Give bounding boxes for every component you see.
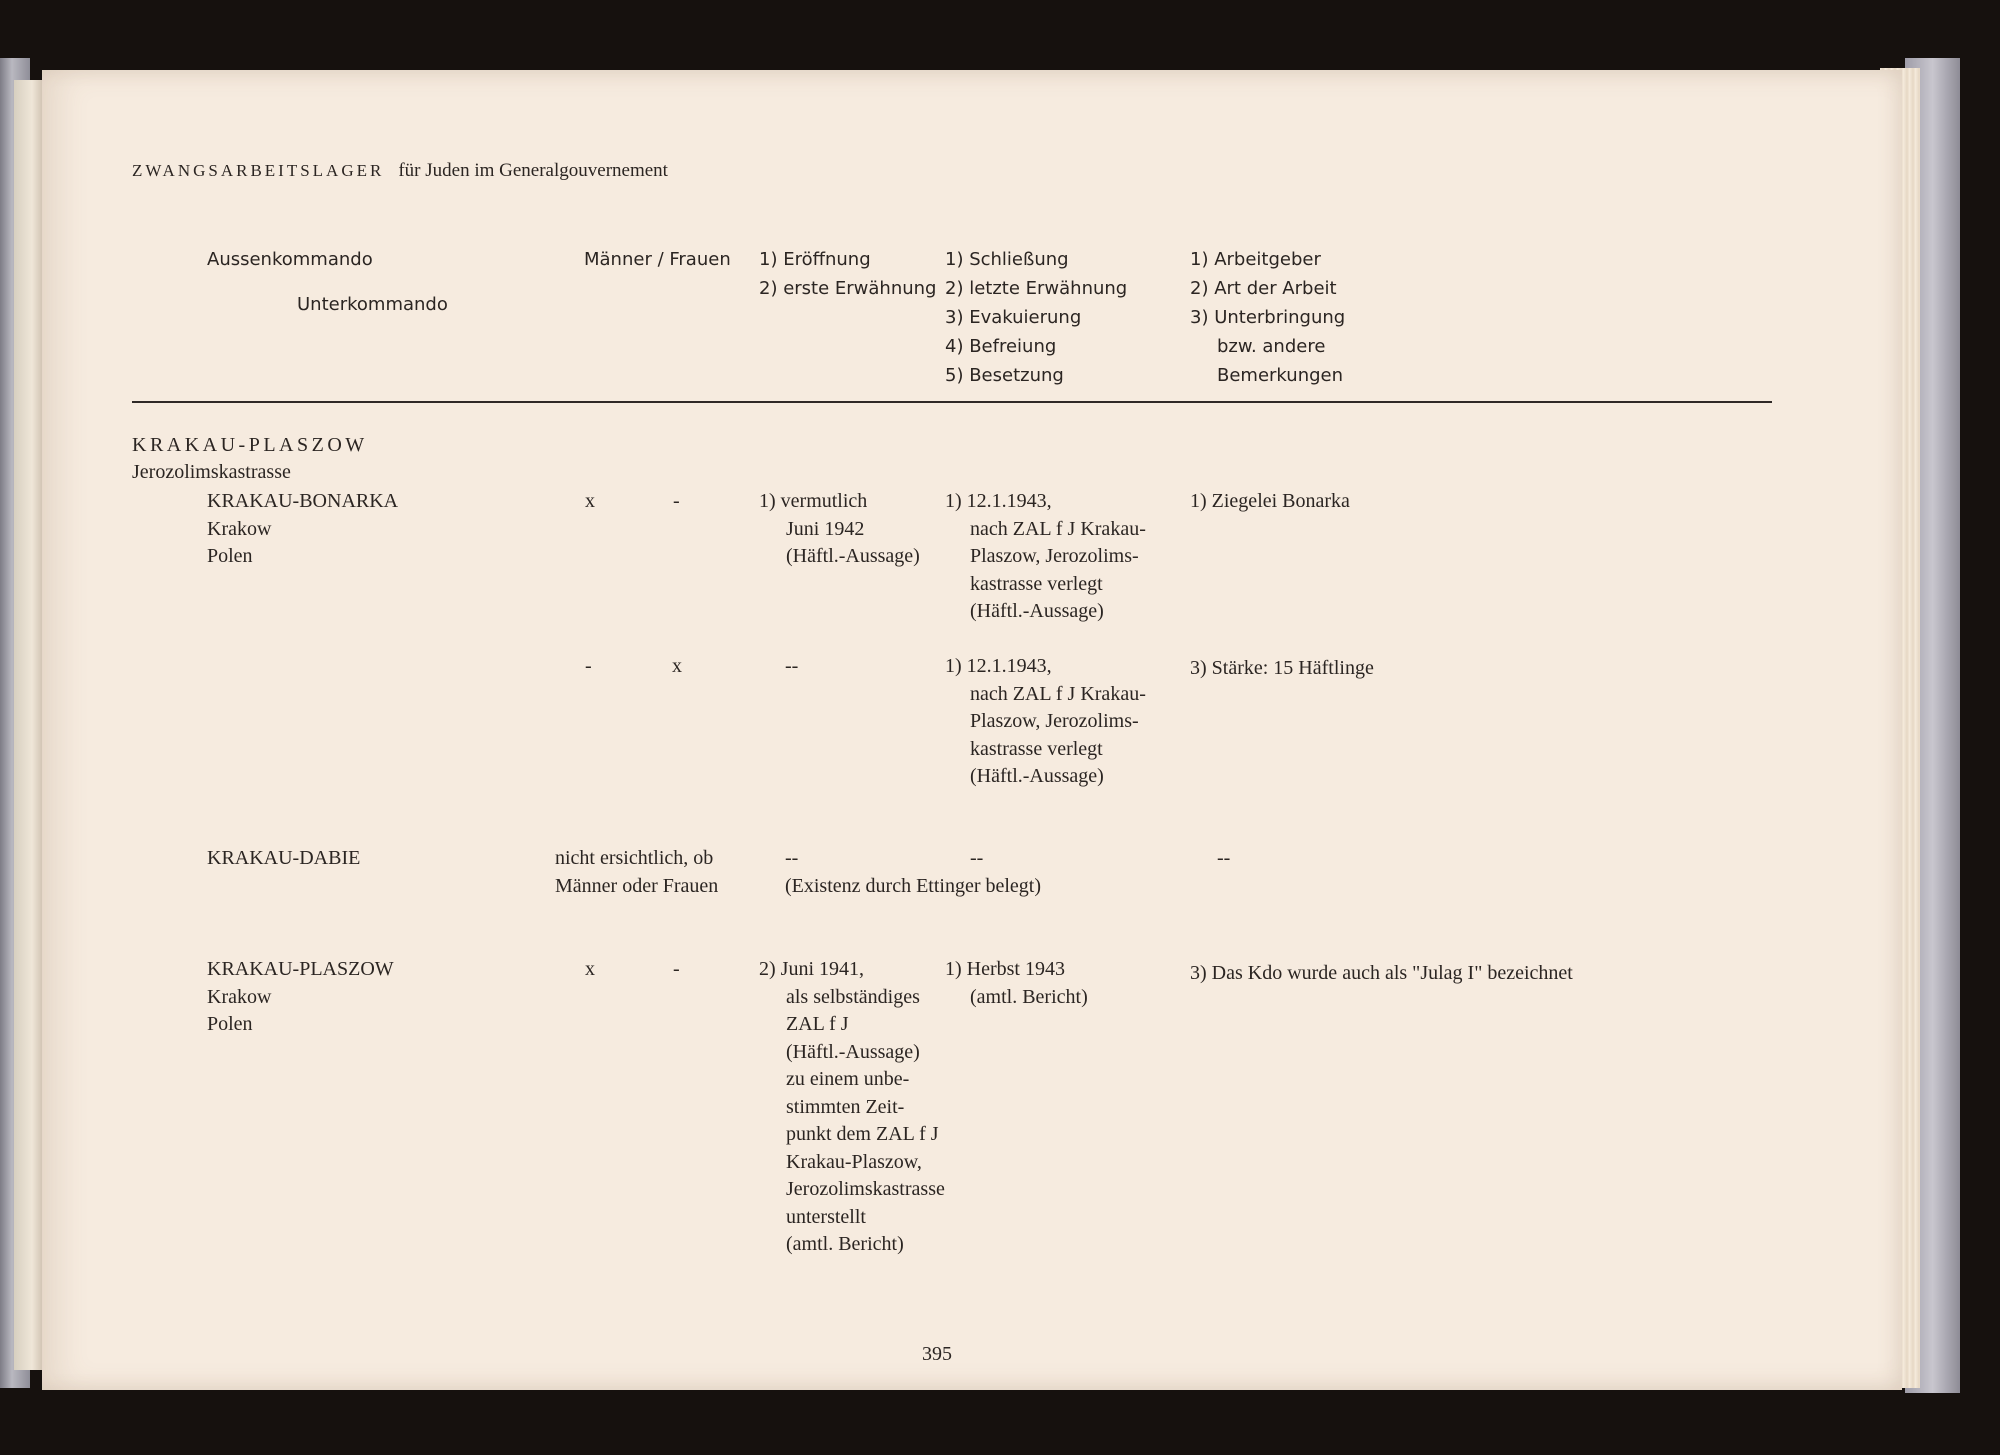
header-title: ZWANGSARBEITSLAGER [132, 161, 385, 180]
entry-opening-line: ZAL f J [786, 1013, 849, 1035]
entry-men-mark: x [585, 490, 595, 512]
entry-closing-line: 1) 12.1.1943, [945, 655, 1052, 677]
entry-remarks: 3) Stärke: 15 Häftlinge [1190, 657, 1374, 679]
entry-remarks: 1) Ziegelei Bonarka [1190, 490, 1350, 512]
col-eroeffnung [759, 245, 937, 303]
header-subtitle: für Juden im Generalgouvernement [398, 160, 668, 181]
entry-opening-line: -- [785, 847, 799, 869]
entry-closing: -- [970, 847, 984, 869]
entry-closing-line: (Häftl.-Aussage) [970, 600, 1104, 622]
section-title: KRAKAU-PLASZOW [132, 434, 368, 456]
entry-closing [945, 956, 1088, 1011]
header-divider [132, 401, 1772, 403]
entry-gender-note [555, 845, 718, 900]
entry-country: Polen [207, 1013, 253, 1035]
entry-closing-line: kastrasse verlegt [970, 737, 1103, 760]
col-arbeitgeber-line: 1) Arbeitgeber [1190, 249, 1321, 270]
entry-closing-line: Plaszow, Jerozolims- [970, 710, 1139, 732]
entry-name: KRAKAU-DABIE [207, 847, 361, 869]
section-location: Jerozolimskastrasse [132, 461, 291, 483]
entry-closing [945, 653, 1146, 791]
entry-opening-line: als selbständiges [786, 985, 920, 1008]
col-eroeffnung-line: 1) Eröffnung [759, 249, 871, 270]
entry-gender-note-line: Männer oder Frauen [555, 874, 719, 897]
entry-opening-line: unterstellt [786, 1205, 866, 1228]
entry-closing-line: (amtl. Bericht) [970, 985, 1088, 1008]
entry-gender-note-line: nicht ersichtlich, ob [555, 847, 714, 869]
entry-name-block [207, 488, 398, 571]
entry-closing-line: nach ZAL f J Krakau- [970, 682, 1146, 705]
col-schliessung-line: 1) Schließung [945, 249, 1069, 270]
entry-opening-line: stimmten Zeit- [786, 1095, 905, 1118]
col-schliessung [945, 245, 1127, 390]
entry-opening: -- [785, 655, 799, 677]
entry-closing-line: kastrasse verlegt [970, 572, 1103, 595]
entry-opening-line: 1) vermutlich [759, 490, 868, 512]
entry-closing [945, 488, 1146, 626]
entry-remarks: -- [1217, 847, 1231, 869]
col-schliessung-line: 4) Befreiung [945, 336, 1057, 357]
entry-women-mark: - [673, 490, 680, 512]
entry-opening-line: punkt dem ZAL f J [786, 1123, 939, 1145]
col-unterkommando: Unterkommando [297, 294, 448, 315]
col-arbeitgeber [1190, 245, 1345, 390]
col-arbeitgeber-line: 2) Art der Arbeit [1190, 278, 1337, 299]
entry-opening-line: Juni 1942 [786, 517, 865, 540]
page-header [132, 160, 668, 182]
entry-name-block [207, 956, 394, 1039]
entry-closing-line: nach ZAL f J Krakau- [970, 517, 1146, 540]
entry-opening [759, 488, 920, 571]
entry-name: KRAKAU-PLASZOW [207, 958, 394, 980]
entry-city: Krakow [207, 517, 272, 540]
col-arbeitgeber-line: 3) Unterbringung [1190, 307, 1346, 328]
document-page [42, 70, 1902, 1390]
entry-opening-line: (Existenz durch Ettinger belegt) [785, 874, 1042, 897]
page-number: 395 [922, 1343, 952, 1365]
entry-closing-line: 1) Herbst 1943 [945, 958, 1065, 980]
entry-opening-line: zu einem unbe- [786, 1068, 910, 1090]
entry-closing-line: 1) 12.1.1943, [945, 490, 1052, 512]
entry-remarks: 3) Das Kdo wurde auch als "Julag I" bezeichnet [1190, 962, 1573, 984]
entry-women-mark: x [672, 655, 682, 677]
col-schliessung-line: 2) letzte Erwähnung [945, 278, 1128, 299]
entry-closing-line: Plaszow, Jerozolims- [970, 545, 1139, 567]
entry-opening-line: Krakau-Plaszow, [786, 1150, 922, 1173]
entry-opening-line: (Häftl.-Aussage) [786, 545, 920, 567]
entry-opening [759, 956, 945, 1259]
entry-opening-line: (amtl. Bericht) [786, 1233, 904, 1255]
col-aussenkommando: Aussenkommando [207, 249, 373, 270]
entry-opening-line: 2) Juni 1941, [759, 958, 864, 980]
entry-country: Polen [207, 545, 253, 567]
entry-men-mark: - [585, 655, 592, 677]
col-eroeffnung-line: 2) erste Erwähnung [759, 278, 937, 299]
entry-closing-line: (Häftl.-Aussage) [970, 765, 1104, 787]
entry-women-mark: - [673, 958, 680, 980]
entry-opening-line: Jerozolimskastrasse [786, 1178, 945, 1200]
entry-opening [785, 845, 1041, 900]
left-page-edge [14, 80, 44, 1370]
col-schliessung-line: 5) Besetzung [945, 365, 1064, 386]
entry-name: KRAKAU-BONARKA [207, 490, 399, 512]
col-arbeitgeber-line: Bemerkungen [1217, 365, 1344, 386]
col-arbeitgeber-line: bzw. andere [1217, 336, 1326, 357]
entry-city: Krakow [207, 985, 272, 1008]
col-maenner-frauen: Männer / Frauen [584, 249, 731, 270]
entry-men-mark: x [585, 958, 595, 980]
col-schliessung-line: 3) Evakuierung [945, 307, 1082, 328]
entry-opening-line: (Häftl.-Aussage) [786, 1040, 920, 1063]
